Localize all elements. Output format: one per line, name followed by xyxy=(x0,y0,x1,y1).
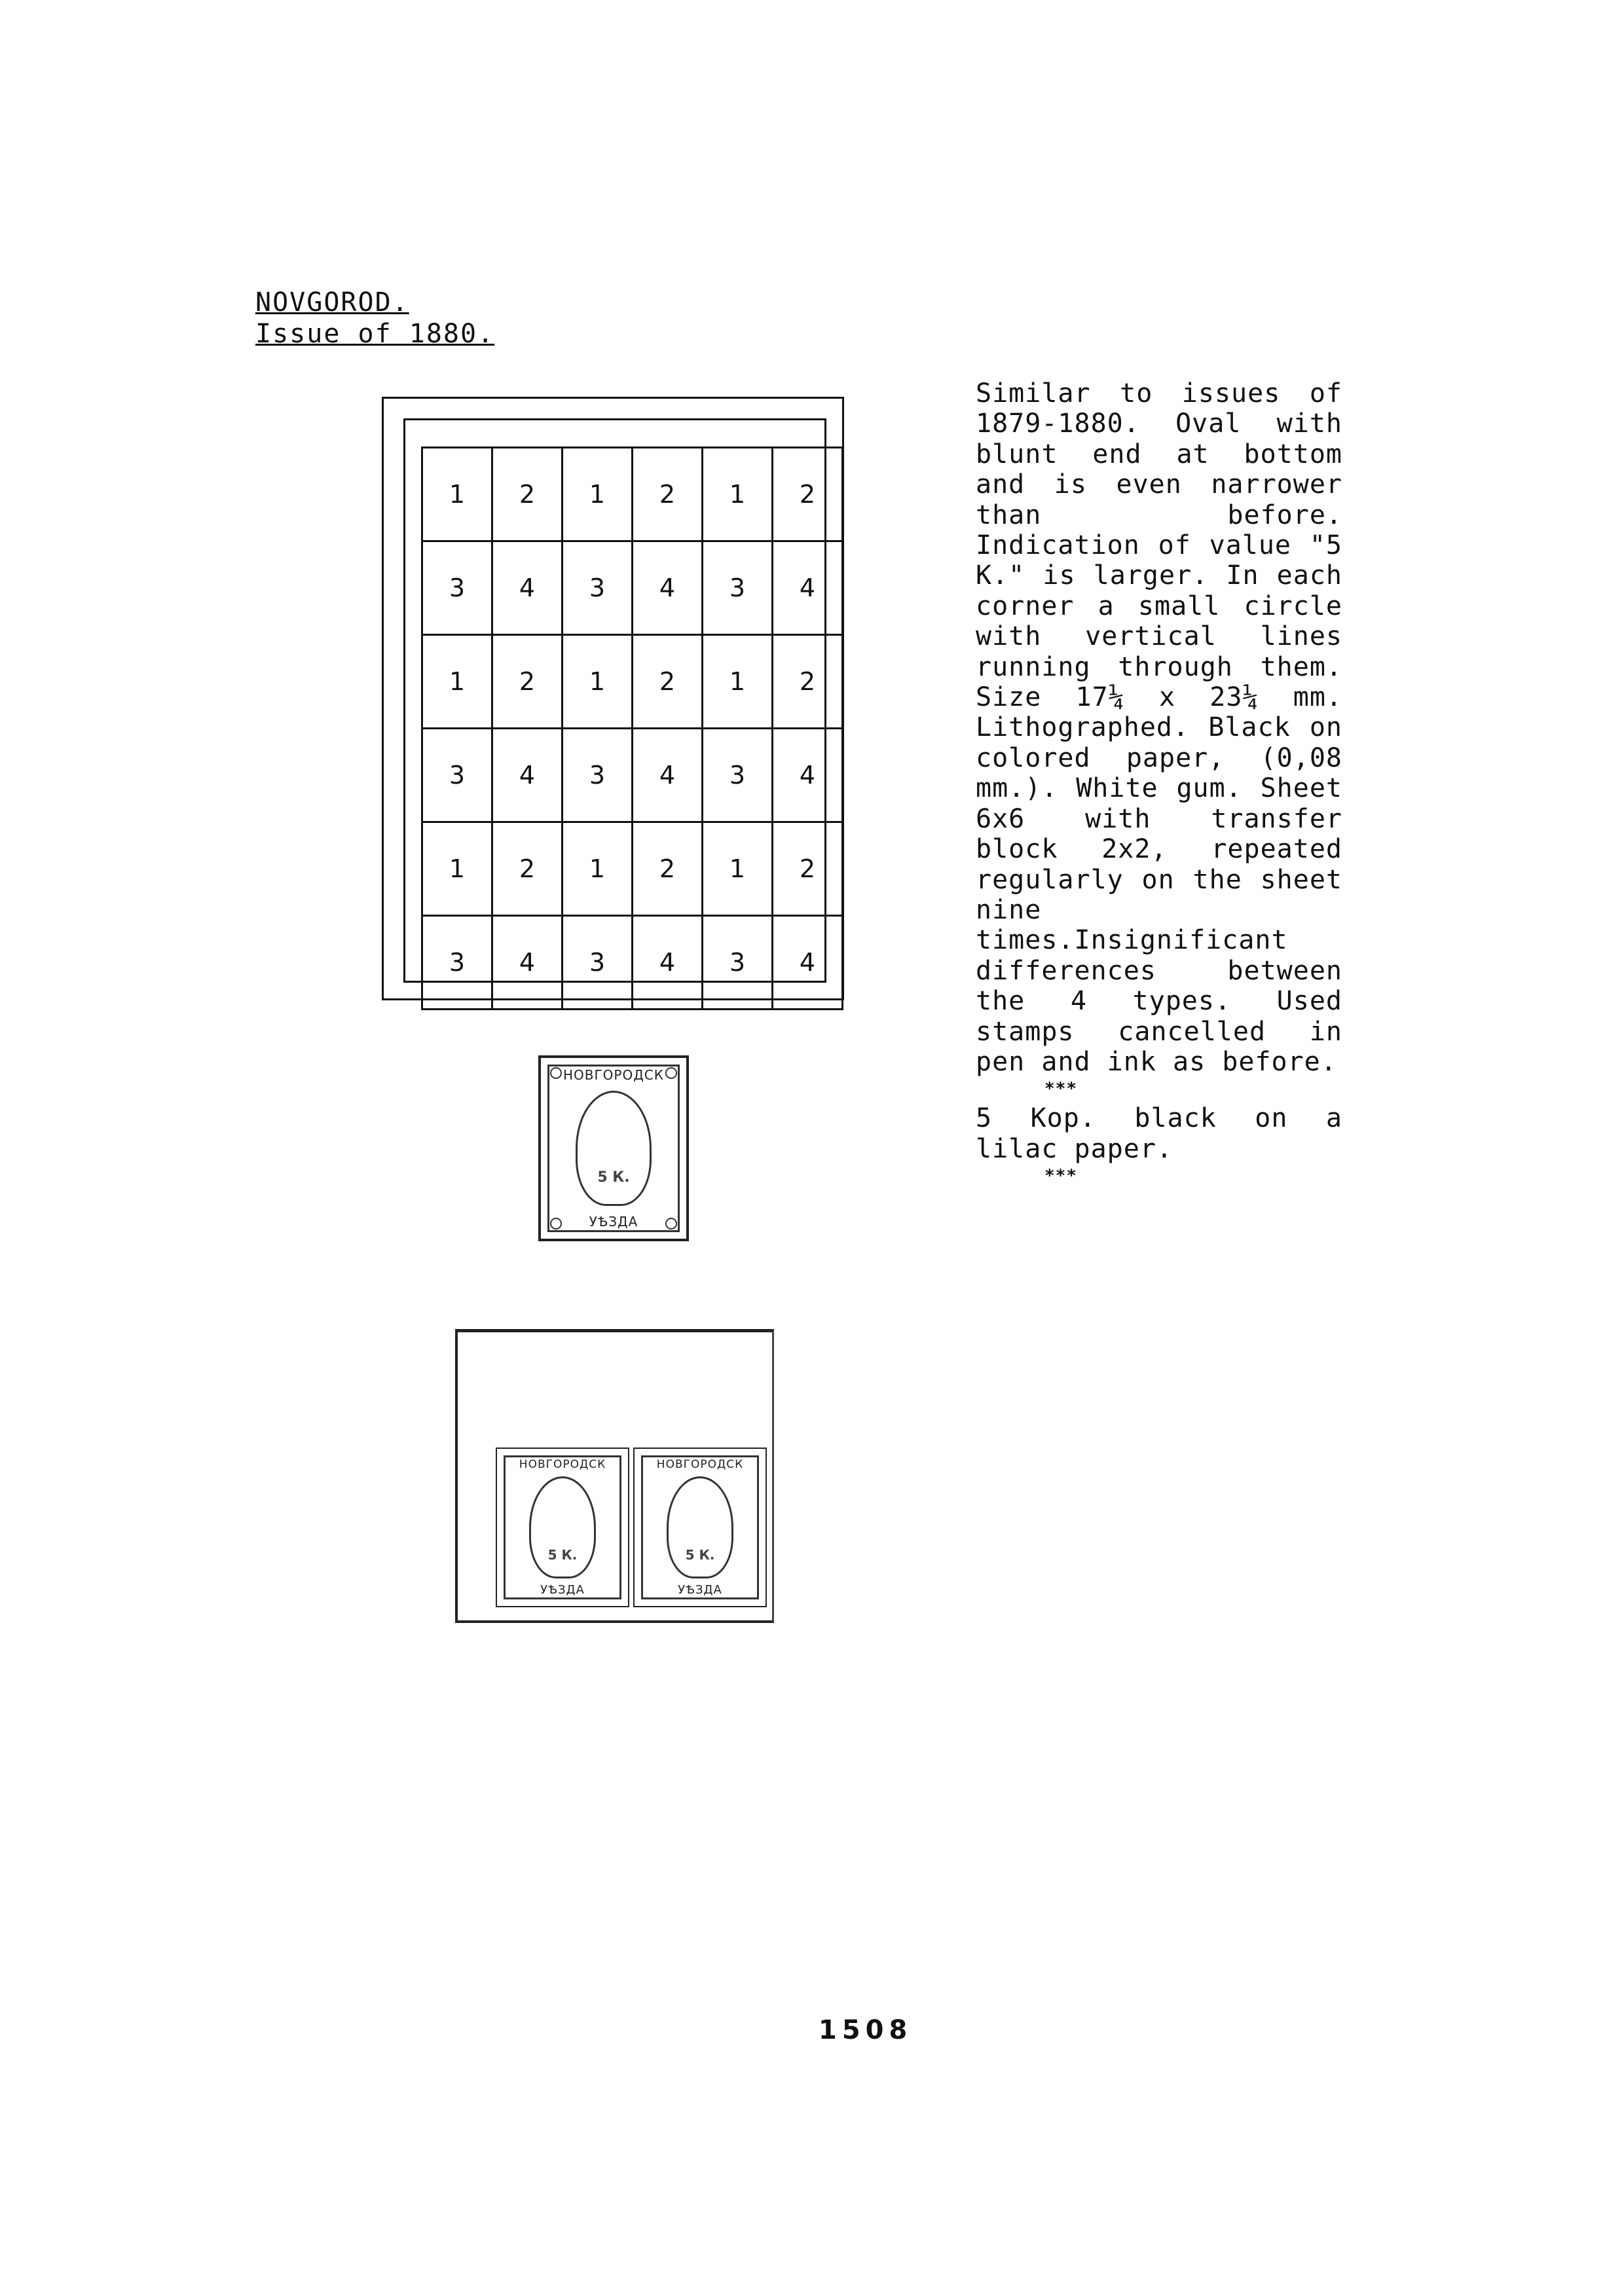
description-paragraph: Similar to issues of 1879-1880. Oval with blunt end at bottom and is even narrower than before. Indication of value "5 K." is larger. In each corner a small circle with vertical lines running through them. Size 17¼ x 23¼ mm. Lithographed. Black on colored paper, (0,08 mm.). White gum. Sheet 6x6 with transfer block 2x2, repeated regularly on the sheet nine times.Insignificant differences between the 4 types. Used stamps cancelled in pen and ink as before. xyxy=(976,378,1342,1077)
grid-cell: 1 xyxy=(423,823,493,917)
stamp-image-left xyxy=(496,1448,629,1607)
stamp-pair-image xyxy=(455,1329,774,1623)
grid-cell: 3 xyxy=(563,542,633,636)
grid-cell: 2 xyxy=(773,823,843,917)
heading-place: NOVGOROD. xyxy=(255,287,409,318)
grid-cell: 3 xyxy=(703,729,773,823)
grid-cell: 1 xyxy=(563,448,633,542)
sheet-diagram-inner xyxy=(403,418,826,983)
grid-cell: 1 xyxy=(703,636,773,729)
grid-cell: 2 xyxy=(493,448,563,542)
page-number: 1508 xyxy=(819,2015,913,2045)
stamp-top-text: НОВГОРОДСК xyxy=(519,1458,606,1471)
grid-cell: 2 xyxy=(493,823,563,917)
corner-circle-icon xyxy=(665,1218,677,1230)
grid-cell: 1 xyxy=(703,823,773,917)
grid-cell: 2 xyxy=(633,448,703,542)
grid-cell: 3 xyxy=(703,917,773,1010)
grid-cell: 2 xyxy=(633,823,703,917)
grid-cell: 2 xyxy=(773,448,843,542)
stamp-oval xyxy=(529,1476,596,1578)
sheet-diagram xyxy=(382,397,844,1000)
grid-cell: 4 xyxy=(633,917,703,1010)
stamp-oval xyxy=(576,1091,652,1206)
corner-circle-icon xyxy=(550,1218,562,1230)
grid-cell: 3 xyxy=(563,917,633,1010)
grid-cell: 2 xyxy=(773,636,843,729)
grid-cell: 1 xyxy=(703,448,773,542)
grid-cell: 1 xyxy=(563,823,633,917)
corner-circle-icon xyxy=(550,1067,562,1079)
description xyxy=(976,378,1342,1190)
grid-cell: 1 xyxy=(423,448,493,542)
stamp-bottom-text: УѢЗДА xyxy=(589,1214,638,1230)
grid-cell: 4 xyxy=(493,542,563,636)
grid-cell: 4 xyxy=(633,729,703,823)
corner-circle-icon xyxy=(665,1067,677,1079)
heading-issue: Issue of 1880. xyxy=(255,319,495,349)
stamp-top-text: НОВГОРОДСК xyxy=(656,1458,744,1471)
stamp-bottom-text: УѢЗДА xyxy=(678,1583,722,1597)
grid-cell: 2 xyxy=(633,636,703,729)
stamp-value: 5 К. xyxy=(597,1169,630,1186)
stamp-image-single xyxy=(538,1055,689,1241)
sheet-grid xyxy=(421,446,843,1010)
separator-stars: *** xyxy=(1044,1079,1077,1099)
variety-note: 5 Kop. black on a lilac paper. xyxy=(976,1103,1342,1164)
grid-cell: 4 xyxy=(633,542,703,636)
grid-cell: 4 xyxy=(773,917,843,1010)
grid-cell: 3 xyxy=(423,729,493,823)
grid-cell: 1 xyxy=(423,636,493,729)
grid-cell: 4 xyxy=(773,729,843,823)
stamp-value: 5 К. xyxy=(685,1547,715,1563)
grid-cell: 4 xyxy=(493,917,563,1010)
grid-cell: 2 xyxy=(493,636,563,729)
separator-stars: *** xyxy=(1044,1166,1077,1186)
stamp-image-right xyxy=(633,1448,767,1607)
grid-cell: 3 xyxy=(703,542,773,636)
stamp-oval xyxy=(667,1476,733,1578)
grid-cell: 3 xyxy=(423,917,493,1010)
page-heading xyxy=(255,287,494,350)
stamp-top-text: НОВГОРОДСК xyxy=(563,1067,665,1083)
stamp-value: 5 К. xyxy=(547,1547,578,1563)
grid-cell: 1 xyxy=(563,636,633,729)
grid-cell: 4 xyxy=(773,542,843,636)
grid-cell: 3 xyxy=(563,729,633,823)
grid-cell: 3 xyxy=(423,542,493,636)
grid-cell: 4 xyxy=(493,729,563,823)
stamp-bottom-text: УѢЗДА xyxy=(540,1583,585,1597)
